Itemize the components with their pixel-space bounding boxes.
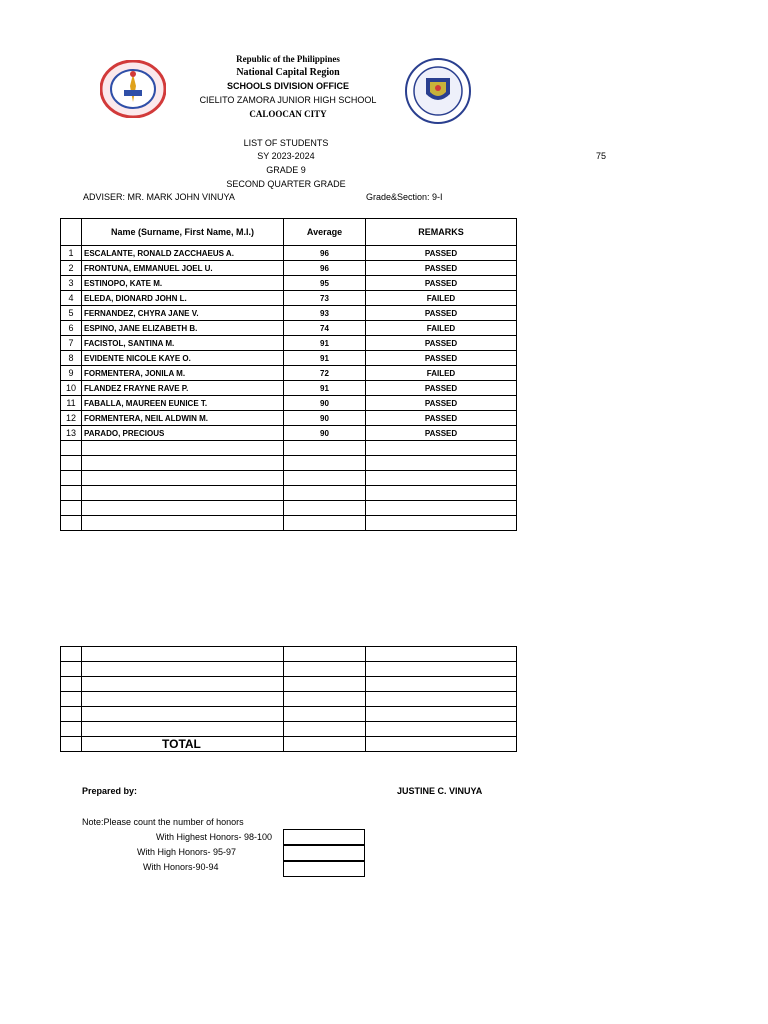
title-list: LIST OF STUDENTS xyxy=(243,138,329,148)
empty-row xyxy=(61,692,517,707)
student-name: EVIDENTE NICOLE KAYE O. xyxy=(82,351,284,366)
student-average: 96 xyxy=(284,246,366,261)
student-remarks: PASSED xyxy=(366,276,517,291)
row-number: 4 xyxy=(61,291,82,306)
passing-mark: 75 xyxy=(596,151,607,161)
student-name: FRONTUNA, EMMANUEL JOEL U. xyxy=(82,261,284,276)
student-remarks: PASSED xyxy=(366,351,517,366)
title-grade: GRADE 9 xyxy=(266,165,306,175)
student-name: ELEDA, DIONARD JOHN L. xyxy=(82,291,284,306)
row-number: 8 xyxy=(61,351,82,366)
table-row xyxy=(61,291,517,306)
title-quarter: SECOND QUARTER GRADE xyxy=(226,179,346,189)
student-remarks: FAILED xyxy=(366,321,517,336)
student-name: ESTINOPO, KATE M. xyxy=(82,276,284,291)
table-row xyxy=(61,396,517,411)
highest-honors-label: With Highest Honors- 98-100 xyxy=(156,832,273,842)
total-label: TOTAL xyxy=(82,737,284,752)
row-number: 5 xyxy=(61,306,82,321)
adviser-label: ADVISER: MR. MARK JOHN VINUYA xyxy=(83,192,235,202)
student-name: FORMENTERA, JONILA M. xyxy=(82,366,284,381)
high-honors-count-box[interactable] xyxy=(283,845,365,861)
title-sy: SY 2023-2024 xyxy=(257,151,315,161)
table-row xyxy=(61,276,517,291)
table-row xyxy=(61,381,517,396)
col-remarks-header: REMARKS xyxy=(366,219,517,246)
student-name: PARADO, PRECIOUS xyxy=(82,426,284,441)
student-average: 91 xyxy=(284,381,366,396)
student-name: FABALLA, MAUREEN EUNICE T. xyxy=(82,396,284,411)
student-average: 95 xyxy=(284,276,366,291)
student-remarks: PASSED xyxy=(366,381,517,396)
header-republic: Republic of the Philippines xyxy=(236,54,340,64)
grade-section-label: Grade&Section: 9-I xyxy=(366,192,443,202)
student-average: 91 xyxy=(284,336,366,351)
school-seal-logo xyxy=(100,60,166,118)
empty-row xyxy=(61,471,517,486)
row-number: 6 xyxy=(61,321,82,336)
table-row xyxy=(61,261,517,276)
honors-count-box[interactable] xyxy=(283,861,365,877)
students-table xyxy=(60,218,517,531)
student-name: FACISTOL, SANTINA M. xyxy=(82,336,284,351)
empty-row xyxy=(61,677,517,692)
table-row xyxy=(61,336,517,351)
student-name: FERNANDEZ, CHYRA JANE V. xyxy=(82,306,284,321)
row-number: 7 xyxy=(61,336,82,351)
header-city: CALOOCAN CITY xyxy=(249,109,327,119)
deped-seal-logo xyxy=(404,58,472,124)
honors-label: With Honors-90-94 xyxy=(143,862,219,872)
summary-table xyxy=(60,646,517,752)
row-number: 9 xyxy=(61,366,82,381)
header-division: SCHOOLS DIVISION OFFICE xyxy=(226,81,349,91)
student-remarks: PASSED xyxy=(366,246,517,261)
student-average: 96 xyxy=(284,261,366,276)
student-remarks: PASSED xyxy=(366,261,517,276)
student-remarks: PASSED xyxy=(366,306,517,321)
student-remarks: FAILED xyxy=(366,291,517,306)
student-remarks: PASSED xyxy=(366,396,517,411)
empty-row xyxy=(61,441,517,456)
col-name-header: Name (Surname, First Name, M.I.) xyxy=(82,219,284,246)
empty-row xyxy=(61,722,517,737)
table-row xyxy=(61,411,517,426)
table-row xyxy=(61,426,517,441)
empty-row xyxy=(61,456,517,471)
table-row xyxy=(61,366,517,381)
signatory-name: JUSTINE C. VINUYA xyxy=(397,786,483,796)
empty-row xyxy=(61,516,517,531)
student-average: 72 xyxy=(284,366,366,381)
prepared-by-label: Prepared by: xyxy=(82,786,138,796)
table-row xyxy=(61,246,517,261)
student-name: FORMENTERA, NEIL ALDWIN M. xyxy=(82,411,284,426)
table-row xyxy=(61,321,517,336)
student-average: 73 xyxy=(284,291,366,306)
row-number: 1 xyxy=(61,246,82,261)
header-school: CIELITO ZAMORA JUNIOR HIGH SCHOOL xyxy=(199,95,377,105)
empty-row xyxy=(61,647,517,662)
student-name: ESCALANTE, RONALD ZACCHAEUS A. xyxy=(82,246,284,261)
empty-row xyxy=(61,486,517,501)
empty-row xyxy=(61,501,517,516)
row-number: 2 xyxy=(61,261,82,276)
student-remarks: PASSED xyxy=(366,426,517,441)
empty-row xyxy=(61,707,517,722)
row-number: 12 xyxy=(61,411,82,426)
row-number: 13 xyxy=(61,426,82,441)
table-header-row xyxy=(61,219,517,246)
student-remarks: PASSED xyxy=(366,336,517,351)
row-number: 11 xyxy=(61,396,82,411)
table-row xyxy=(61,351,517,366)
table-row xyxy=(61,306,517,321)
header-region: National Capital Region xyxy=(236,67,340,78)
student-average: 93 xyxy=(284,306,366,321)
row-number: 10 xyxy=(61,381,82,396)
student-name: ESPINO, JANE ELIZABETH B. xyxy=(82,321,284,336)
col-number-header xyxy=(61,219,82,246)
student-average: 74 xyxy=(284,321,366,336)
student-remarks: FAILED xyxy=(366,366,517,381)
student-average: 90 xyxy=(284,411,366,426)
row-number: 3 xyxy=(61,276,82,291)
high-honors-label: With High Honors- 95-97 xyxy=(137,847,237,857)
student-average: 90 xyxy=(284,426,366,441)
student-remarks: PASSED xyxy=(366,411,517,426)
honors-note: Note:Please count the number of honors xyxy=(82,817,244,827)
student-average: 90 xyxy=(284,396,366,411)
student-name: FLANDEZ FRAYNE RAVE P. xyxy=(82,381,284,396)
student-average: 91 xyxy=(284,351,366,366)
highest-honors-count-box[interactable] xyxy=(283,829,365,845)
empty-row xyxy=(61,662,517,677)
col-average-header: Average xyxy=(284,219,366,246)
total-row xyxy=(61,737,517,752)
